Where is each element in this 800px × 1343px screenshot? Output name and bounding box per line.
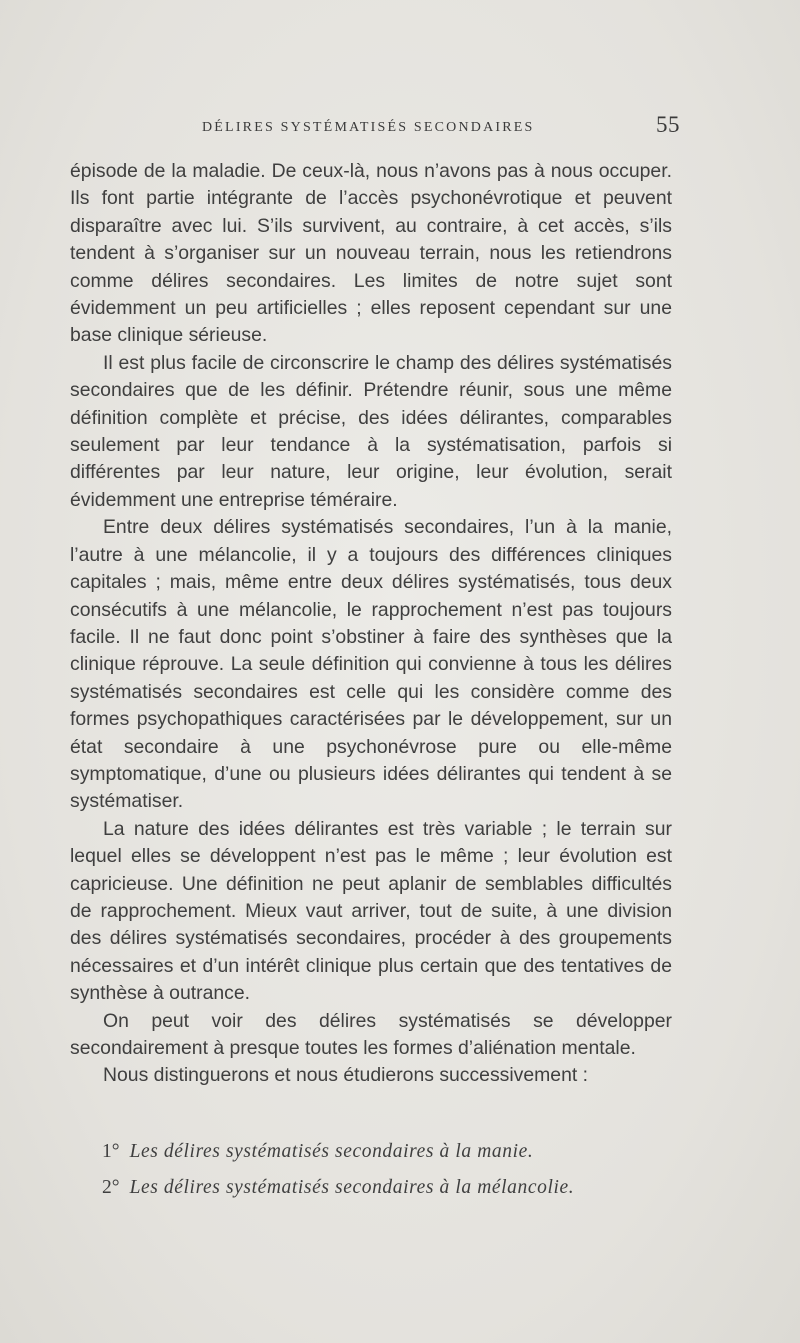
- running-head: DÉLIRES SYSTÉMATISÉS SECONDAIRES: [202, 120, 535, 135]
- enumerated-list: [102, 1134, 682, 1206]
- paragraph: Entre deux délires systématisés secondaires, l’un à la manie, l’autre à une mélancolie, il y a toujours des différences cliniques capitales ; mais, même entre deux délires systématisés, tous deux consécutifs à une mélancolie, le rapprochement n’est pas toujours facile. Il ne faut donc point s’obstiner à faire des synthèses que la clinique réprouve. La seule définition qui convienne à tous les délires systématisés secondaires est celle qui les considère comme des formes psychopathiques caractérisées par le développement, sur un état secondaire à une psychonévrose pure ou elle-même symptomatique, d’une ou plusieurs idées délirantes qui tendent à se systématiser.: [70, 516, 672, 813]
- paragraph: Nous distinguerons et nous étudierons successivement :: [103, 1064, 589, 1087]
- paragraph: La nature des idées délirantes est très variable ; le terrain sur lequel elles se développent n’est pas le même ; leur évolution est capricieuse. Une définition ne peut aplanir de semblables difficultés de rapprochement. Mieux vaut arriver, tout de suite, à une division des délires systématisés secondaires, procéder à des groupements nécessaires et d’un intérêt clinique plus certain que des tentatives de synthèse à outrance.: [70, 817, 672, 1005]
- page-number: 55: [656, 112, 680, 137]
- list-item: [102, 1170, 682, 1206]
- list-item-title: Les délires systématisés secondaires à la manie.: [129, 1141, 534, 1162]
- list-item-number: 1°: [102, 1141, 120, 1162]
- page-header: [70, 112, 680, 148]
- paragraph: épisode de la maladie. De ceux-là, nous n’avons pas à nous occuper. Ils font partie intégrante de l’accès psychonévrotique et peuvent disparaître avec lui. S’ils survivent, au contraire, à cet accès, s’ils tendent à s’organiser sur un nouveau terrain, nous les retiendrons comme délires secondaires. Les limites de notre sujet sont évidemment un peu artificielles ; elles reposent cependant sur une base clinique sérieuse.: [70, 160, 672, 347]
- list-item-title: Les délires systématisés secondaires à la mélancolie.: [129, 1177, 575, 1198]
- paragraph: Il est plus facile de circonscrire le champ des délires systématisés secondaires que de les définir. Prétendre réunir, sous une même définition complète et précise, des idées délirantes, comparables seulement par leur tendance à la systématisation, parfois si différentes par leur nature, leur origine, leur évolution, serait évidemment une entreprise téméraire.: [70, 351, 672, 511]
- list-item-number: 2°: [102, 1177, 120, 1198]
- list-item: [102, 1134, 682, 1170]
- body-text: [70, 158, 672, 1090]
- paragraph: On peut voir des délires systématisés se développer secondairement à presque toutes les formes d’aliénation mentale.: [70, 1009, 672, 1059]
